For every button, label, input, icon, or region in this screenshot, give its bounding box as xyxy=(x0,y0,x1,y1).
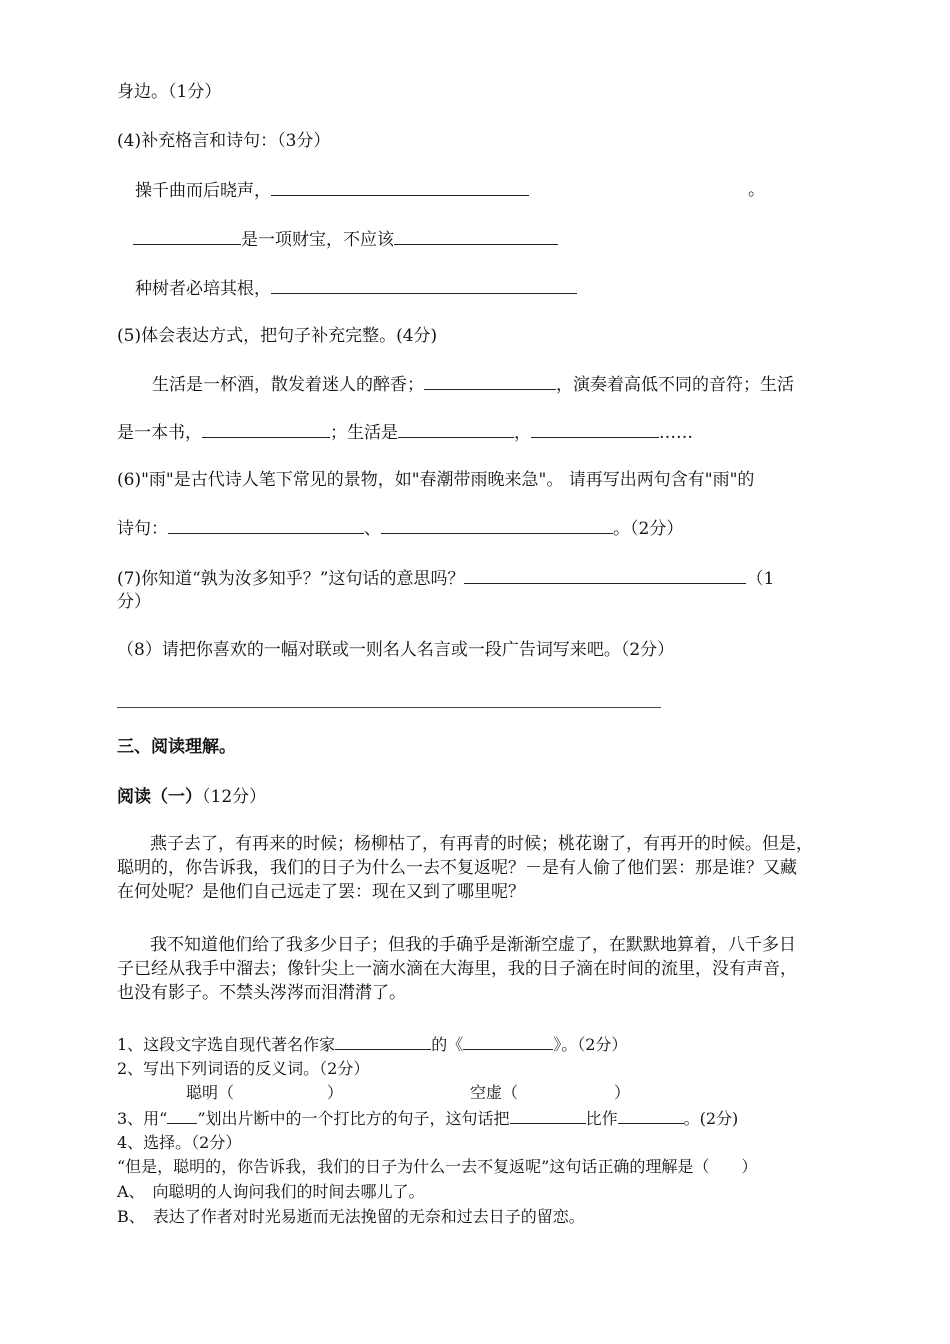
text: “但是，聪明的，你告诉我，我们的日子为什么一去不复返呢”这句话正确的理解是（ ） xyxy=(117,1157,758,1176)
answer-blank[interactable] xyxy=(168,518,364,534)
option-a[interactable] xyxy=(117,1182,425,1202)
question-4-line-c xyxy=(135,278,577,299)
text: 。(2分) xyxy=(683,1109,739,1128)
answer-blank[interactable] xyxy=(463,1034,553,1050)
text: （1 xyxy=(746,569,775,589)
reading-question-4 xyxy=(117,1133,241,1153)
reading-question-2 xyxy=(117,1059,369,1079)
answer-blank[interactable] xyxy=(202,422,330,438)
text: 。（2分） xyxy=(613,519,684,539)
question-4-title xyxy=(117,131,330,151)
text: (4)补充格言和诗句：（3分） xyxy=(117,131,331,151)
text: 比作 xyxy=(585,1109,618,1128)
question-5-title xyxy=(117,326,437,346)
text: 4、选择。（2分） xyxy=(117,1133,242,1152)
answer-blank[interactable] xyxy=(271,180,529,196)
reading-question-1 xyxy=(117,1034,627,1055)
reading-question-3 xyxy=(117,1108,738,1129)
text: （8）请把你喜欢的一幅对联或一则名人名言或一段广告词写来吧。（2分） xyxy=(117,640,675,660)
antonym-word-1 xyxy=(186,1083,234,1103)
passage-2-line-3 xyxy=(117,983,406,1003)
text: 也没有影子。不禁头涔涔而泪潸潸了。 xyxy=(117,983,406,1003)
text: 分） xyxy=(117,592,151,612)
text: ，演奏着高低不同的音符；生活 xyxy=(556,375,794,395)
text: ） xyxy=(614,1083,631,1102)
text: 》。（2分） xyxy=(553,1035,628,1054)
passage-2-line-2 xyxy=(117,959,797,979)
passage-1-line-2 xyxy=(117,858,797,878)
antonym-word-2 xyxy=(470,1083,518,1103)
answer-blank[interactable] xyxy=(618,1108,684,1124)
passage-1-line-1 xyxy=(150,834,813,854)
question-8 xyxy=(117,640,674,660)
text: (5)体会表达方式，把句子补充完整。(4分) xyxy=(117,326,438,346)
question-4-line-a xyxy=(135,180,529,201)
answer-blank[interactable] xyxy=(424,374,556,390)
text: 阅读（一） xyxy=(117,787,202,807)
text: 空虚（ xyxy=(470,1083,519,1102)
text: 聪明（ xyxy=(186,1083,235,1102)
continuation-line xyxy=(117,82,221,102)
antonym-word-2-close xyxy=(614,1083,630,1103)
text: 1、这段文字选自现代著名作家 xyxy=(117,1035,336,1054)
text: ， xyxy=(514,423,531,443)
text: A、 向聪明的人询问我们的时间去哪儿了。 xyxy=(117,1182,425,1201)
text: 操千曲而后晓声， xyxy=(135,181,271,201)
question-5-line-1 xyxy=(152,374,794,395)
text: 聪明的，你告诉我，我们的日子为什么一去不复返呢？－是有人偷了他们罢：那是谁？又藏 xyxy=(117,858,797,878)
text: 在何处呢？是他们自己远走了罢：现在又到了哪里呢？ xyxy=(117,882,525,902)
passage-2-line-1 xyxy=(150,935,796,955)
option-b[interactable] xyxy=(117,1207,585,1227)
question-7-line-2 xyxy=(117,592,151,612)
text: 的《 xyxy=(431,1035,464,1054)
answer-blank[interactable] xyxy=(381,518,613,534)
text: 是一本书， xyxy=(117,423,202,443)
question-6-line-2 xyxy=(117,518,683,539)
reading-1-heading xyxy=(117,787,266,807)
text: B、 表达了作者对时光易逝而无法挽留的无奈和过去日子的留恋。 xyxy=(117,1207,585,1226)
section-3-heading xyxy=(117,737,236,757)
question-5-line-2 xyxy=(117,422,693,443)
text: 生活是一杯酒，散发着迷人的醉香； xyxy=(152,375,424,395)
antonym-word-1-close xyxy=(327,1083,343,1103)
answer-blank[interactable] xyxy=(398,422,514,438)
text: 三、阅读理解。 xyxy=(117,737,236,757)
text: 、 xyxy=(364,519,381,539)
reading-question-4-stem xyxy=(117,1157,757,1177)
passage-1-line-3 xyxy=(117,882,525,902)
answer-blank[interactable] xyxy=(464,568,746,584)
answer-blank[interactable] xyxy=(271,278,577,294)
text: （12分） xyxy=(202,787,267,807)
answer-blank[interactable] xyxy=(335,1034,431,1050)
text: 3、用“ xyxy=(117,1109,168,1128)
text: 身边。（1分） xyxy=(117,82,222,102)
text: ”划出片断中的一个打比方的句子，这句话把 xyxy=(197,1109,510,1128)
text: 燕子去了，有再来的时候；杨柳枯了，有再青的时候；桃花谢了，有再开的时候。但是， xyxy=(150,834,813,854)
text: 2、写出下列词语的反义词。（2分） xyxy=(117,1059,370,1078)
text: 我不知道他们给了我多少日子；但我的手确乎是渐渐空虚了，在默默地算着，八千多日 xyxy=(150,935,796,955)
text: …… xyxy=(659,423,693,443)
text: ） xyxy=(327,1083,344,1102)
period-mark xyxy=(748,180,765,200)
text: (7)你知道“孰为汝多知乎？”这句话的意思吗？ xyxy=(117,569,465,589)
answer-blank[interactable] xyxy=(394,229,558,245)
answer-blank[interactable] xyxy=(510,1108,586,1124)
question-7-line-1 xyxy=(117,568,774,589)
question-4-line-b xyxy=(133,229,558,250)
question-6-line-1 xyxy=(117,470,754,490)
answer-blank[interactable] xyxy=(133,229,241,245)
text: 是一项财宝，不应该 xyxy=(241,230,394,250)
text: 子已经从我手中溜去；像针尖上一滴水滴在大海里，我的日子滴在时间的流里，没有声音， xyxy=(117,959,797,979)
text: 。 xyxy=(748,180,765,200)
text: ；生活是 xyxy=(330,423,398,443)
text: (6)"雨"是古代诗人笔下常见的景物，如"春潮带雨晚来急"。 请再写出两句含有"雨"的 xyxy=(117,470,755,490)
text: 种树者必培其根， xyxy=(135,279,271,299)
answer-blank[interactable] xyxy=(167,1108,197,1124)
text: 诗句： xyxy=(117,519,168,539)
answer-blank[interactable] xyxy=(531,422,659,438)
answer-line[interactable] xyxy=(117,707,661,708)
